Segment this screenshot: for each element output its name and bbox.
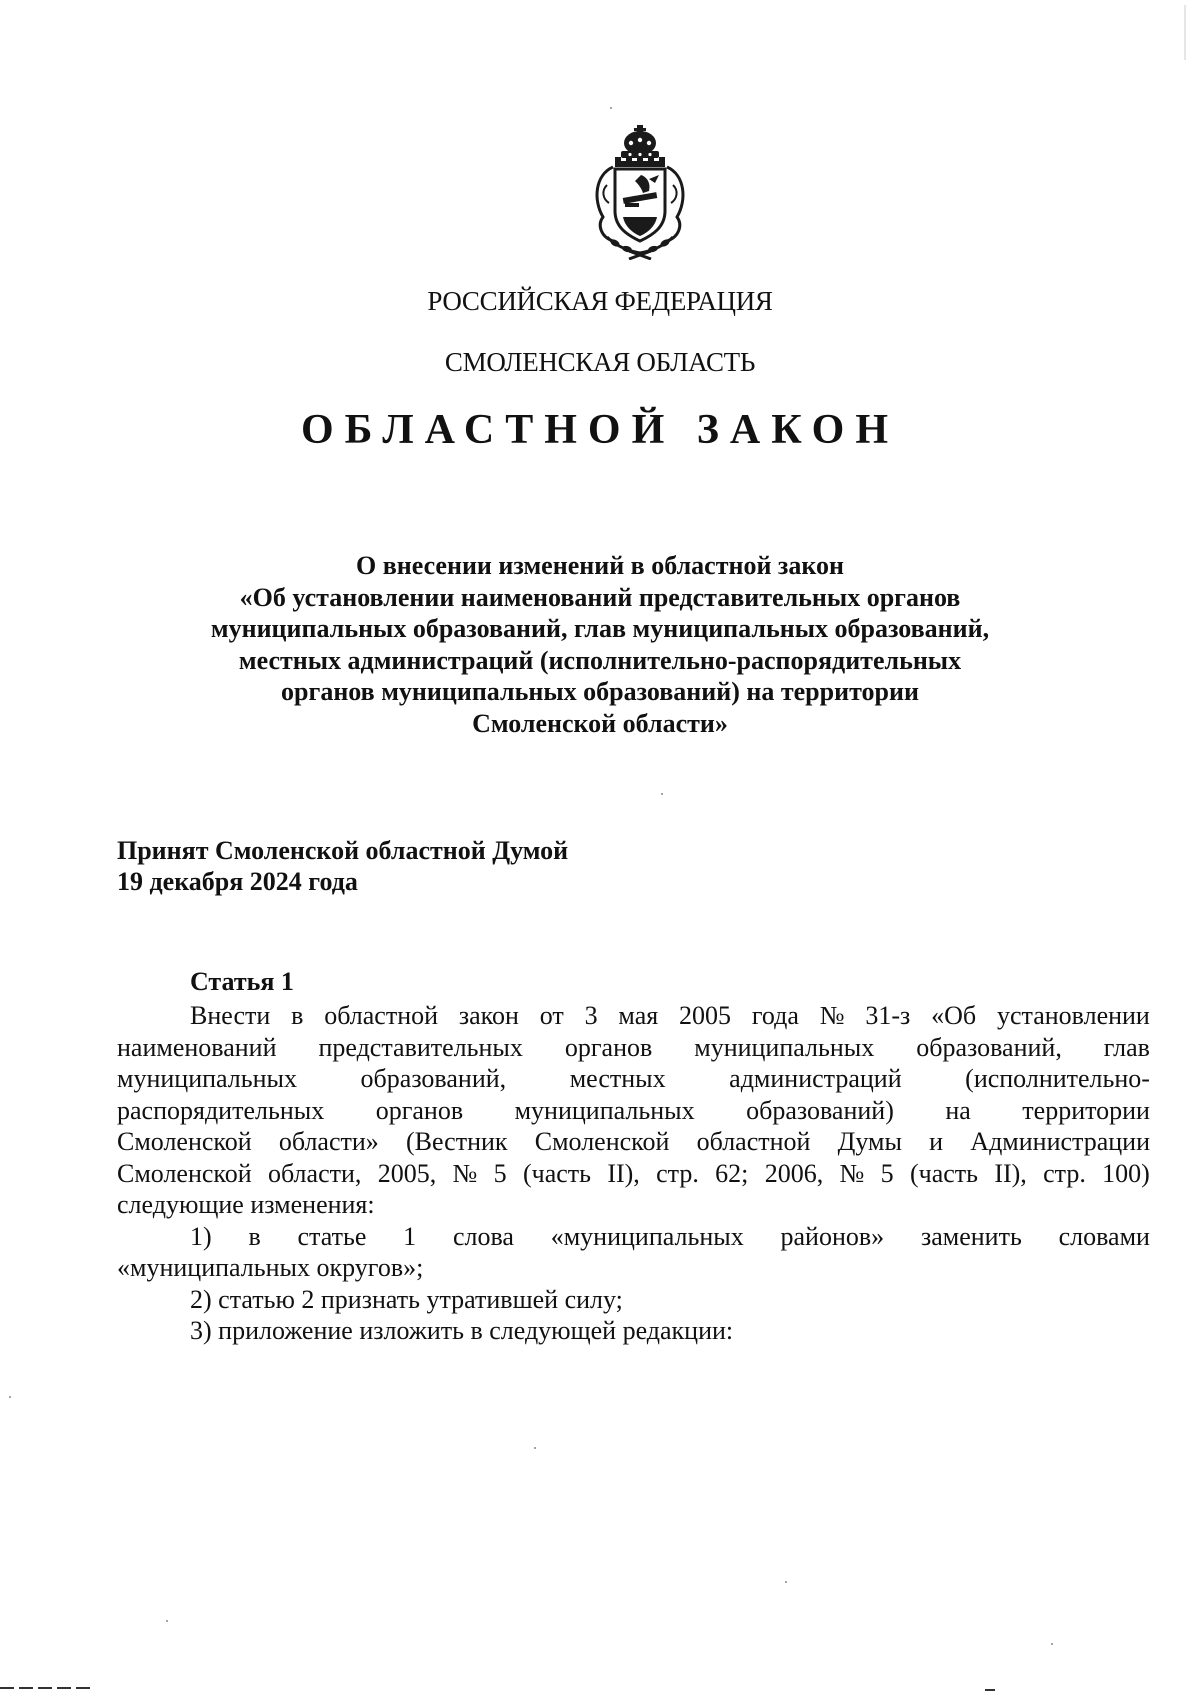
word: Смоленской (117, 1158, 252, 1188)
word: года (751, 1001, 799, 1030)
word: глав (1103, 1032, 1150, 1062)
word: Думы (837, 1127, 902, 1156)
law-title-line: О внесении изменений в областной закон (355, 551, 845, 580)
word: и (929, 1127, 944, 1156)
amendment-item-3: 3) приложение изложить в следующей редакции: (190, 1316, 734, 1345)
region-heading: СМОЛЕНСКАЯ ОБЛАСТЬ (444, 347, 756, 377)
word: (Вестник (405, 1127, 508, 1156)
word: Смоленской (534, 1127, 670, 1156)
word: стр. (1043, 1158, 1086, 1188)
word: 2005, (377, 1158, 437, 1188)
word: 1) (190, 1221, 212, 1251)
justified-line (117, 1032, 1150, 1064)
word: (часть (909, 1158, 978, 1188)
word: наименований (117, 1032, 277, 1062)
paragraph-last-line: следующие изменения: (117, 1190, 375, 1219)
word: образований, (916, 1032, 1062, 1062)
word: № (839, 1158, 865, 1188)
justified-line (117, 1158, 1150, 1190)
word: от (539, 1001, 564, 1030)
word: стр. (656, 1158, 699, 1188)
article-1-body (117, 1000, 1150, 1347)
law-title-line: Смоленской области» (472, 708, 728, 738)
word: 100) (1102, 1158, 1150, 1188)
word: (исполнительно- (965, 1064, 1150, 1093)
adoption-date: 19 декабря 2024 года (117, 867, 358, 896)
word: представительных (318, 1032, 523, 1062)
word: (часть (522, 1158, 591, 1188)
word: 5 (493, 1158, 507, 1188)
word: 3 (584, 1001, 598, 1030)
word: области, (267, 1158, 362, 1188)
word: II), (607, 1158, 640, 1188)
word: администраций (729, 1064, 902, 1093)
word: II), (994, 1158, 1027, 1188)
justified-line (117, 1095, 1150, 1127)
law-title-line: местных администраций (исполнительно-распорядительных (238, 645, 962, 675)
word: 2006, (764, 1158, 824, 1188)
word: в (291, 1001, 304, 1030)
word: № (452, 1158, 478, 1188)
word: Смоленской (117, 1127, 252, 1156)
word: 62; (715, 1158, 749, 1188)
word: закон (458, 1001, 519, 1030)
word: территории (1022, 1095, 1150, 1125)
word: районов» (780, 1221, 885, 1251)
law-type-heading: ОБЛАСТНОЙ ЗАКОН (300, 407, 900, 453)
country-heading: РОССИЙСКАЯ ФЕДЕРАЦИЯ (427, 286, 773, 316)
word: муниципальных (117, 1064, 298, 1093)
word: установлении (996, 1001, 1150, 1030)
amendment-item-1-last-line: «муниципальных округов»; (117, 1253, 424, 1282)
word: 2005 (679, 1001, 732, 1030)
amendment-item-2: 2) статью 2 признать утратившей силу; (190, 1284, 623, 1314)
justified-line (117, 1126, 1150, 1158)
word: № (819, 1001, 845, 1030)
word: областной (324, 1001, 439, 1030)
word: статье (297, 1221, 367, 1251)
word: заменить (920, 1221, 1022, 1251)
word: слова (452, 1221, 514, 1251)
word: «Об (931, 1001, 977, 1030)
word: муниципальных (514, 1095, 695, 1125)
word: муниципальных (694, 1032, 875, 1062)
word: мая (618, 1001, 659, 1030)
article-1-heading: Статья 1 (190, 967, 294, 996)
word: 31-з (865, 1001, 911, 1030)
word: распорядительных (117, 1095, 325, 1125)
word: образований, (360, 1064, 507, 1093)
word: 5 (880, 1158, 894, 1188)
law-title-line: «Об установлении наименований представительных органов (239, 582, 961, 612)
law-title-line: органов муниципальных образований) на территории (281, 677, 919, 706)
adoption-body: Принят Смоленской областной Думой (117, 836, 569, 865)
word: Администрации (970, 1127, 1150, 1156)
coat-of-arms-emblem (585, 125, 695, 260)
word: Внести (190, 1001, 271, 1030)
word: области» (278, 1127, 379, 1156)
word: в (248, 1221, 261, 1251)
word: образований) (746, 1095, 894, 1125)
word: местных (569, 1064, 666, 1093)
justified-line (117, 1000, 1150, 1032)
justified-line (117, 1221, 1150, 1253)
word: органов (564, 1032, 653, 1062)
word: областной (696, 1127, 811, 1156)
article-1-paragraph (117, 1000, 1150, 1189)
word: словами (1058, 1221, 1150, 1251)
law-title (160, 550, 1040, 739)
word: на (945, 1095, 971, 1125)
word: «муниципальных (550, 1221, 744, 1251)
justified-line (117, 1063, 1150, 1095)
word: органов (375, 1095, 464, 1125)
adoption-info (117, 835, 568, 897)
law-title-line: муниципальных образований, глав муниципальных образований, (210, 614, 990, 643)
amendment-item-1 (117, 1221, 1150, 1253)
word: 1 (403, 1221, 417, 1251)
